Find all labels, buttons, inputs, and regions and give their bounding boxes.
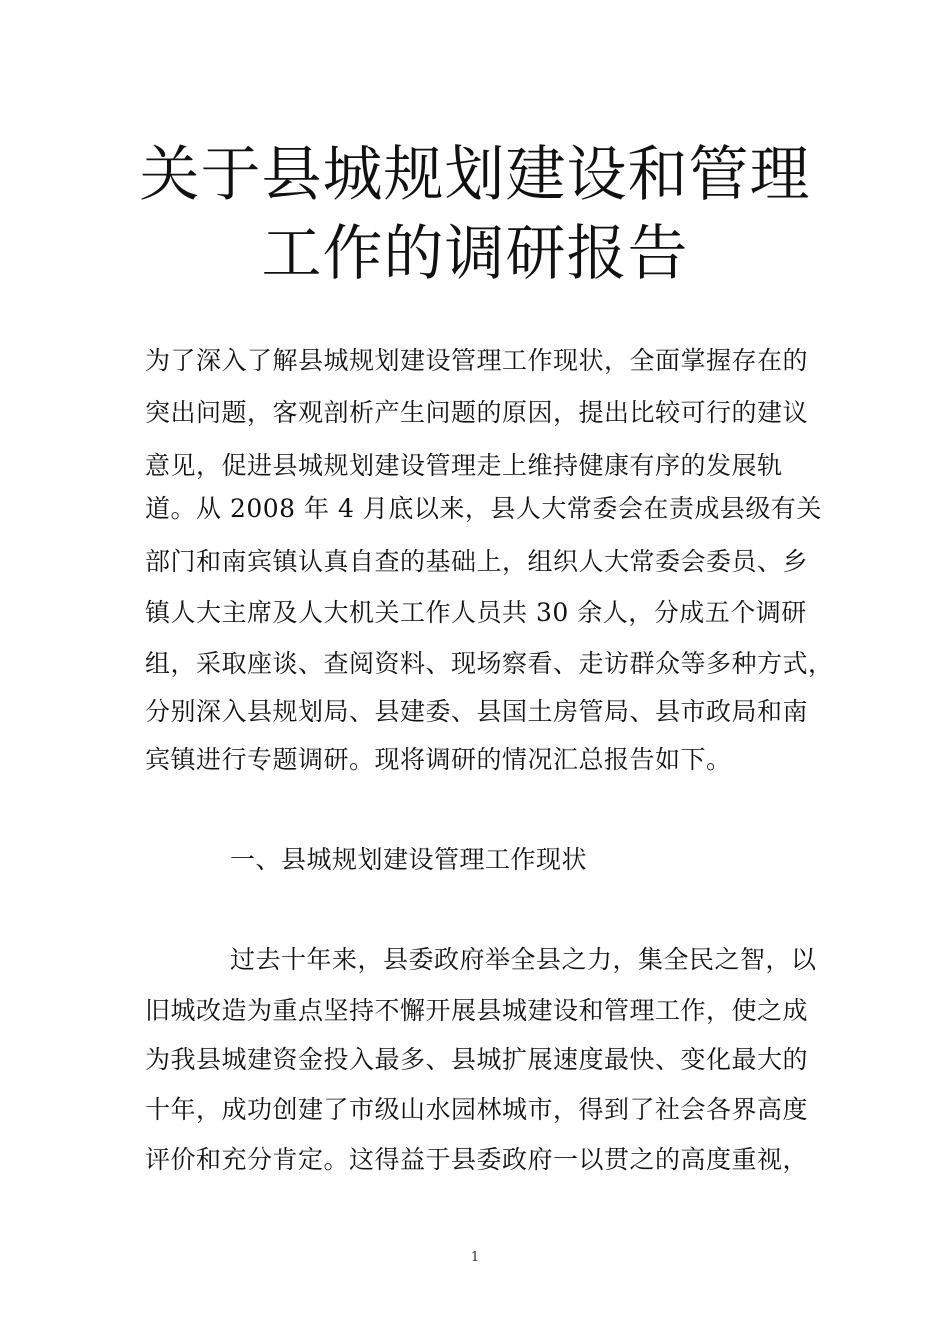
page-number: 1 bbox=[470, 1250, 480, 1265]
section-line-2: 旧城改造为重点坚持不懈开展县城建设和管理工作，使之成 bbox=[145, 996, 809, 1025]
intro-line-2: 突出问题，客观剖析产生问题的原因，提出比较可行的建议 bbox=[145, 398, 809, 427]
section-line-4: 十年，成功创建了市级山水园林城市，得到了社会各界高度 bbox=[145, 1095, 809, 1124]
intro-line-7: 组，采取座谈、查阅资料、现场察看、走访群众等多种方式， bbox=[145, 649, 834, 678]
section-line-3: 为我县城建资金投入最多、县城扩展速度最快、变化最大的 bbox=[145, 1045, 809, 1074]
section-line-5: 评价和充分肯定。这得益于县委政府一以贯之的高度重视， bbox=[145, 1145, 809, 1174]
intro-line-4: 道。从 2008 年 4 月底以来，县人大常委会在责成县级有关 bbox=[145, 494, 822, 523]
title-line-2: 工作的调研报告 bbox=[261, 219, 689, 289]
section-heading: 一、县城规划建设管理工作现状 bbox=[230, 845, 588, 874]
intro-line-3: 意见，促进县城规划建设管理走上维持健康有序的发展轨 bbox=[145, 451, 783, 480]
intro-line-8: 分别深入县规划局、县建委、县国土房管局、县市政局和南 bbox=[145, 697, 809, 726]
intro-line-9: 宾镇进行专题调研。现将调研的情况汇总报告如下。 bbox=[145, 745, 732, 774]
intro-line-5: 部门和南宾镇认真自查的基础上，组织人大常委会委员、乡 bbox=[145, 547, 809, 576]
title-line-1: 关于县城规划建设和管理 bbox=[139, 140, 811, 210]
intro-line-6: 镇人大主席及人大机关工作人员共 30 余人，分成五个调研 bbox=[145, 598, 807, 627]
intro-line-1: 为了深入了解县城规划建设管理工作现状，全面掌握存在的 bbox=[145, 346, 809, 375]
section-line-1: 过去十年来，县委政府举全县之力，集全民之智，以 bbox=[230, 945, 817, 974]
